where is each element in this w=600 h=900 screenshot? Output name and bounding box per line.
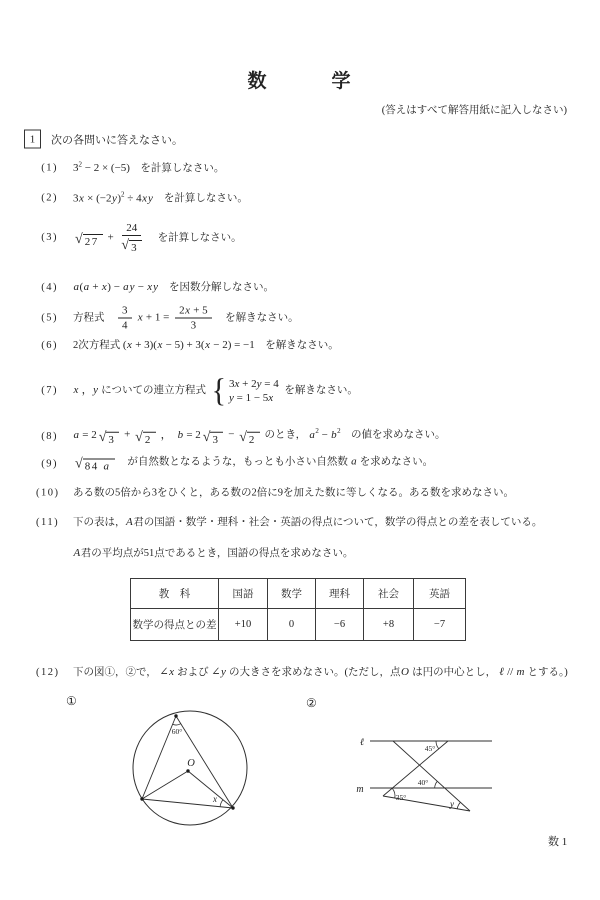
- system-equation: 3x + 2y = 4: [228, 378, 279, 390]
- math-var: O: [401, 666, 409, 679]
- jp-text: を求めなさい。: [357, 456, 434, 468]
- superscript: 2: [121, 190, 125, 199]
- problem-9: [36, 456, 433, 473]
- figure-1-label: ①: [66, 694, 77, 708]
- math-var: y: [228, 392, 234, 404]
- radical: [239, 431, 260, 445]
- superscript: 2: [78, 160, 82, 169]
- table-header-english: 英語: [414, 579, 466, 609]
- math-var: a: [83, 281, 90, 294]
- math-var: m: [516, 666, 525, 679]
- problem-8: [36, 427, 446, 446]
- math-text: 4: [122, 319, 128, 332]
- math-text: ∠x: [159, 666, 175, 679]
- superscript: 2: [337, 426, 341, 435]
- table-cell-science: −6: [316, 609, 364, 641]
- angle-arc-45: [436, 741, 439, 749]
- radical-body: [83, 459, 115, 473]
- radical-sign: √: [75, 232, 83, 248]
- inscribed-angle-label: 60°: [171, 727, 183, 736]
- problem-content: [73, 160, 224, 175]
- math-var: a: [73, 428, 79, 441]
- math-var: y: [147, 191, 153, 204]
- radical-sign: √: [75, 456, 83, 472]
- math-var: y: [153, 281, 159, 294]
- angle-y-label: y: [450, 799, 454, 809]
- math-text: x ，y: [73, 384, 99, 397]
- problem-content: [73, 456, 433, 473]
- math-text: 3: [108, 433, 116, 446]
- point-center: [186, 769, 189, 772]
- table-header-row: [131, 579, 466, 609]
- angle-arc-y: [457, 802, 460, 809]
- math-text: −: [225, 428, 238, 441]
- math-text: 24: [126, 222, 138, 234]
- radical: [135, 431, 156, 445]
- point-left: [140, 797, 143, 800]
- radical-body: [210, 431, 223, 445]
- jp-text: の大きさを求めなさい。(ただし，点: [226, 667, 401, 679]
- angle-arc-x: [220, 800, 223, 807]
- radical-sign: √: [202, 429, 211, 445]
- problem-content: [73, 190, 248, 205]
- math-text: ℓ // m: [499, 666, 525, 679]
- jp-text: 方程式: [73, 312, 115, 324]
- math-var: x: [142, 191, 147, 204]
- section-number-box: [24, 130, 41, 149]
- jp-text: についての連立方程式: [98, 385, 209, 397]
- angle-arc-40: [435, 781, 438, 788]
- problem-content: [73, 486, 514, 499]
- section-number: 1: [29, 133, 36, 145]
- math-var: y: [93, 384, 99, 397]
- fraction-denominator: [191, 319, 197, 332]
- math-var: a: [123, 281, 129, 294]
- problem-12: [36, 666, 568, 680]
- math-text: 84 a: [84, 460, 111, 473]
- jp-text: 君の平均点が51点であるとき，国語の得点を求めなさい。: [80, 548, 354, 560]
- section-instruction: 次の各問いに答えなさい。: [51, 134, 183, 146]
- math-text: 2: [248, 433, 256, 446]
- fraction-denominator: [119, 236, 144, 254]
- math-var: y: [111, 191, 117, 204]
- math-text: 3: [131, 242, 139, 254]
- radical: [121, 240, 142, 254]
- jp-text: を計算しなさい。: [147, 232, 242, 244]
- score-difference-table: [130, 578, 466, 641]
- math-var: a: [351, 455, 357, 468]
- line-l-label: ℓ: [359, 737, 365, 748]
- radical-sign: √: [239, 429, 247, 445]
- problem-content: [73, 339, 339, 353]
- angle-x-label: x: [213, 794, 217, 804]
- jp-text: のとき，: [261, 429, 307, 441]
- jp-text: 下の表は，: [73, 517, 126, 529]
- math-var: x: [79, 191, 84, 204]
- angle-arc-35: [392, 788, 395, 798]
- problem-6: [36, 339, 339, 353]
- radical-body: [129, 240, 142, 254]
- problem-label: (9): [41, 458, 58, 470]
- system-brace: {: [211, 372, 226, 409]
- table-cell-social: +8: [364, 609, 414, 641]
- math-text: [73, 547, 81, 559]
- math-var: x: [127, 339, 132, 352]
- jp-text: および: [174, 667, 212, 679]
- math-var: a: [73, 281, 79, 294]
- math-text: a = 2: [73, 428, 97, 441]
- jp-text: とする。): [524, 667, 568, 679]
- problem-label: (4): [41, 282, 58, 294]
- math-text: +: [121, 428, 134, 441]
- problem-content: [73, 305, 299, 332]
- math-text: 2: [144, 433, 152, 446]
- jp-text: 2次方程式: [73, 340, 123, 352]
- radical: [75, 234, 103, 248]
- fraction-numerator: [122, 222, 141, 236]
- jp-text: 下の図①，②で，: [73, 667, 160, 679]
- table-header-science: 理科: [316, 579, 364, 609]
- math-var: x: [268, 392, 274, 404]
- math-var: x: [147, 281, 153, 294]
- math-text: 3: [212, 433, 220, 446]
- table-cell-japanese: +10: [219, 609, 268, 641]
- problem-content: [73, 516, 542, 530]
- table-cell-math: 0: [268, 609, 316, 641]
- math-var: a: [309, 428, 315, 441]
- table-header-math: 数学: [268, 579, 316, 609]
- answer-note: (答えはすべて解答用紙に記入しなさい): [381, 105, 567, 116]
- problem-11: [36, 516, 542, 530]
- math-text: 2x + 5: [179, 304, 208, 317]
- radical-sign: √: [135, 429, 143, 445]
- math-var: x: [234, 378, 240, 390]
- math-var: x: [185, 304, 190, 317]
- jp-text: を因数分解しなさい。: [158, 282, 275, 294]
- center-o-label: O: [187, 758, 195, 769]
- page-number: 数 1: [548, 836, 568, 848]
- math-var: x: [157, 339, 163, 352]
- math-text: − b: [318, 428, 337, 441]
- point-top: [174, 714, 177, 717]
- radius-to-left-point: [142, 771, 188, 799]
- math-var: x: [101, 281, 107, 294]
- math-text: x + 1 =: [137, 311, 173, 324]
- fraction: [118, 305, 132, 332]
- problem-label: (7): [41, 385, 58, 397]
- point-right: [231, 806, 234, 809]
- math-text: 3: [122, 304, 128, 317]
- math-var: x: [169, 666, 175, 679]
- figure-2-parallel-lines-diagram: [348, 728, 518, 828]
- math-var: ℓ: [499, 666, 504, 679]
- problem-10: [36, 486, 514, 499]
- problem-label: (12): [36, 667, 60, 679]
- table-header-japanese: 国語: [219, 579, 268, 609]
- chord-bottom: [142, 799, 233, 808]
- problem-7: [36, 372, 358, 409]
- angle-40-label: 40°: [417, 778, 429, 787]
- problem-label: (5): [41, 312, 58, 324]
- problem-content: [73, 427, 446, 446]
- radical: [75, 456, 115, 473]
- page-title: 数 学: [247, 71, 353, 92]
- radical-body: [247, 431, 260, 445]
- problem-label: (10): [36, 487, 60, 499]
- math-var: y: [256, 378, 262, 390]
- problem-label: (11): [36, 517, 60, 529]
- table-header-subject: 教 科: [131, 579, 219, 609]
- math-text: ， b = 2: [157, 428, 201, 441]
- radical-sign: √: [98, 429, 107, 445]
- problem-label: (8): [41, 430, 58, 442]
- table-header-social: 社会: [364, 579, 414, 609]
- math-text: − 2 × (−5): [82, 161, 130, 174]
- angle-35-label: 35°: [395, 793, 407, 802]
- math-var: x: [73, 384, 79, 397]
- jp-text: を解きなさい。: [214, 312, 299, 324]
- radical-body: [106, 431, 119, 445]
- problem-content: [73, 222, 242, 254]
- jp-text: 君の国語・数学・理科・社会・英語の得点について，数学の得点との差を表している。: [133, 517, 543, 529]
- math-var: y: [129, 281, 135, 294]
- problem-11-line2: [36, 547, 353, 561]
- table-row-label: 数学の得点との差: [131, 609, 219, 641]
- line-m-label: m: [356, 784, 364, 795]
- fraction-denominator: [122, 319, 128, 332]
- table-data-row: [131, 609, 466, 641]
- problem-4: [36, 281, 274, 295]
- problem-5: [36, 305, 299, 332]
- angle-45-label: 45°: [424, 744, 436, 753]
- math-var: A: [73, 547, 81, 560]
- system-equations: [229, 378, 279, 404]
- jp-text: ある数の5倍から3をひくと，ある数の2倍に9を加えた数に等しくなる。ある数を求めなさい。: [73, 487, 514, 499]
- problem-label: (6): [41, 340, 58, 352]
- chord-top-to-right: [176, 716, 233, 808]
- jp-text: を解きなさい。: [254, 340, 339, 352]
- figure-2-label: ②: [306, 696, 317, 710]
- math-text: (x + 3)(x − 5) + 3(x − 2) = −1: [122, 339, 255, 352]
- fraction-numerator: [175, 305, 212, 319]
- problem-content: [73, 281, 274, 295]
- jp-text: を計算しなさい。: [153, 192, 248, 204]
- problem-2: [36, 190, 248, 205]
- math-text: +: [104, 231, 117, 244]
- superscript: 2: [315, 426, 319, 435]
- problem-content: [73, 547, 353, 561]
- radical: [203, 431, 224, 445]
- table-cell-english: −7: [414, 609, 466, 641]
- jp-text: は円の中心とし，: [409, 667, 499, 679]
- radical-body: [83, 234, 103, 248]
- radical-body: [143, 431, 156, 445]
- jp-text: が自然数となるような，もっとも小さい自然数: [116, 456, 351, 468]
- fraction-numerator: [118, 305, 132, 319]
- math-text: 3: [190, 319, 197, 332]
- math-text: a(a + x) − ay − xy: [73, 281, 159, 294]
- problem-3: [36, 222, 242, 254]
- figure-1-circle-diagram: [100, 695, 280, 845]
- math-text: [306, 428, 315, 440]
- radical-sign: √: [121, 238, 130, 253]
- system-equation: y = 1 − 5x: [228, 392, 274, 404]
- problem-content: [73, 372, 358, 409]
- math-var: x: [137, 311, 143, 324]
- problem-label: (2): [41, 192, 58, 204]
- math-var: a: [103, 460, 111, 473]
- jp-text: の値を求めなさい。: [340, 429, 446, 441]
- math-text: 3: [73, 161, 79, 174]
- fraction: [175, 305, 212, 332]
- math-text: 3x × (−2y): [73, 191, 122, 204]
- math-var: A: [126, 516, 133, 529]
- math-text: ÷ 4xy: [124, 191, 153, 204]
- jp-text: を計算しなさい。: [129, 162, 225, 174]
- section-1-header: [24, 130, 183, 149]
- problem-label: (3): [41, 232, 58, 244]
- fraction: [119, 222, 144, 254]
- math-var: b: [177, 428, 184, 441]
- problem-1: [36, 160, 224, 175]
- math-var: b: [331, 428, 337, 441]
- radius-to-right-point: [188, 771, 233, 808]
- math-var: x: [205, 339, 210, 352]
- radical: [99, 431, 120, 445]
- jp-text: を解きなさい。: [281, 385, 358, 397]
- math-text: 27: [84, 236, 99, 249]
- angle-arc-60: [173, 724, 181, 725]
- math-text: ∠y: [211, 666, 226, 679]
- math-var: y: [221, 666, 226, 679]
- problem-content: [73, 666, 568, 680]
- problem-label: (1): [41, 162, 58, 174]
- equation-system: [211, 372, 279, 409]
